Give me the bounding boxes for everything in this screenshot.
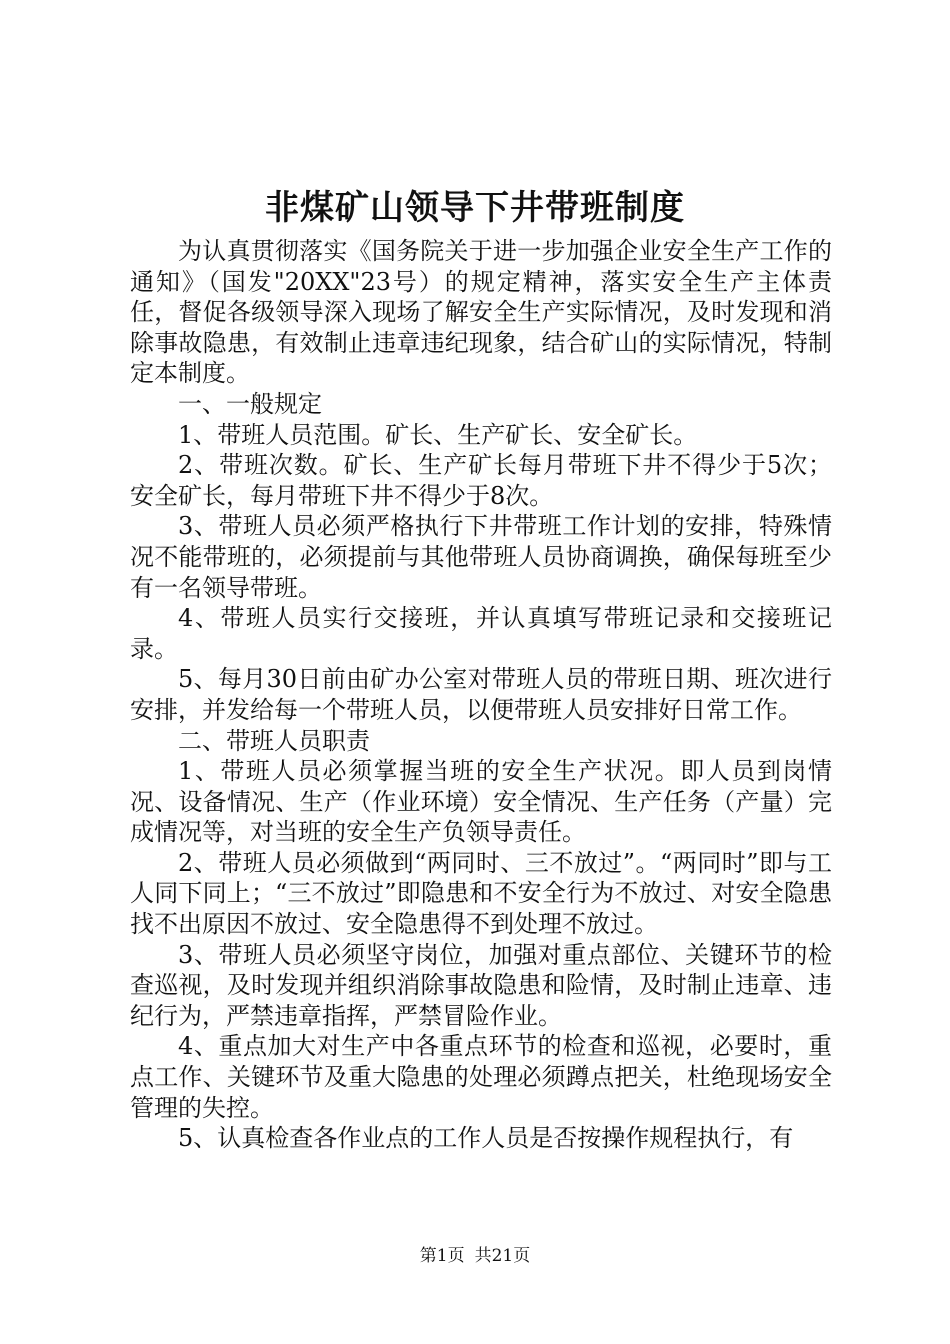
section-heading-general: 一、一般规定 xyxy=(178,389,322,418)
duty-4: 4、重点加大对生产中各重点环节的检查和巡视，必要时，重点工作、关键环节及重大隐患的处理必须蹲点把关，杜绝现场安全管理的失控。 xyxy=(130,1032,832,1122)
page-total: 共21页 xyxy=(474,1246,531,1266)
page-number: 第1页 xyxy=(419,1246,465,1266)
intro-paragraph: 为认真贯彻落实《国务院关于进一步加强企业安全生产工作的通知》（国发"20XX"23号）的规定精神，落实安全生产主体责任，督促各级领导深入现场了解安全生产实际情况，及时发现和消除事故隐患，有效制止违章违纪现象，结合矿山的实际情况，特制定本制度。 xyxy=(130,237,832,388)
document-title: 非煤矿山领导下井带班制度 xyxy=(265,188,685,228)
page-footer xyxy=(0,1244,950,1268)
general-rule-4: 4、带班人员实行交接班，并认真填写带班记录和交接班记录。 xyxy=(130,604,832,663)
document-body xyxy=(130,236,832,1154)
general-rule-3: 3、带班人员必须严格执行下井带班工作计划的安排，特殊情况不能带班的，必须提前与其他带班人员协商调换，确保每班至少有一名领导带班。 xyxy=(130,512,832,602)
duty-2: 2、带班人员必须做到“两同时、三不放过”。“两同时”即与工人同下同上；“三不放过”即隐患和不安全行为不放过、对安全隐患找不出原因不放过、安全隐患得不到处理不放过。 xyxy=(130,848,832,939)
general-rule-1: 1、带班人员范围。矿长、生产矿长、安全矿长。 xyxy=(178,420,698,449)
general-rule-2: 2、带班次数。矿长、生产矿长每月带班下井不得少于5次；安全矿长，每月带班下井不得少于8次。 xyxy=(130,451,832,510)
section-heading-duties: 二、带班人员职责 xyxy=(178,726,370,755)
duty-1: 1、带班人员必须掌握当班的安全生产状况。即人员到岗情况、设备情况、生产（作业环境）安全情况、生产任务（产量）完成情况等，对当班的安全生产负领导责任。 xyxy=(130,757,832,847)
duty-5: 5、认真检查各作业点的工作人员是否按操作规程执行，有 xyxy=(178,1124,794,1153)
duty-3: 3、带班人员必须坚守岗位，加强对重点部位、关键环节的检查巡视，及时发现并组织消除事故隐患和险情，及时制止违章、违纪行为，严禁违章指挥，严禁冒险作业。 xyxy=(130,940,832,1030)
general-rule-5: 5、每月30日前由矿办公室对带班人员的带班日期、班次进行安排，并发给每一个带班人员，以便带班人员安排好日常工作。 xyxy=(130,665,832,724)
